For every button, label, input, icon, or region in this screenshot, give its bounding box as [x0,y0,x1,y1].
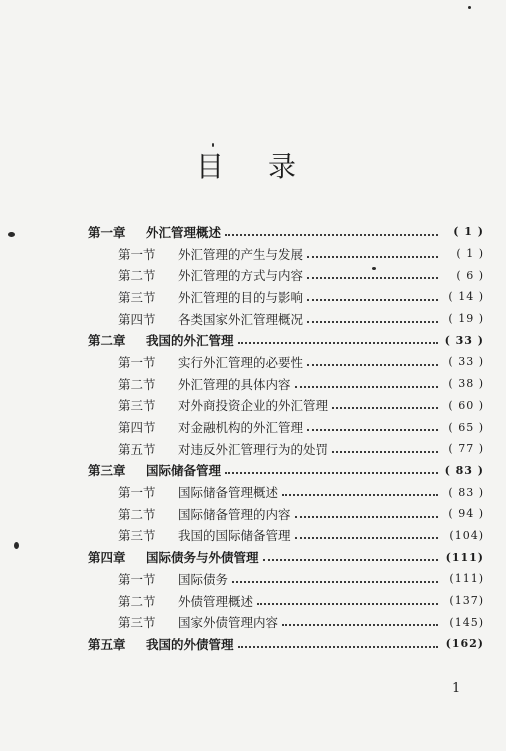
toc-title: 外汇管理的产生与发展 [178,246,304,262]
toc-chapter-row [88,329,484,351]
toc-chapter-row [88,221,484,243]
toc-label: 第一节 [118,485,156,501]
toc-page-number: ( 19 ) [448,312,484,326]
dot-leader [307,429,438,431]
dot-leader [295,537,438,539]
toc-section-row [88,611,484,633]
toc-title: 我国的外债管理 [146,636,234,652]
toc-title: 国际债务与外债管理 [146,550,259,566]
dot-leader [307,321,438,323]
toc-page-number: (111) [449,572,484,586]
toc-page-number: ( 83 ) [448,485,484,499]
toc-title: 我国的国际储备管理 [178,528,291,544]
dot-leader [225,472,438,474]
dot-leader [282,624,438,626]
toc-title: 国际债务 [178,571,229,587]
page-title: 目录 [195,149,340,183]
toc-section-row [88,481,484,503]
toc-chapter-row [88,546,484,568]
toc-section-row [88,568,484,590]
dot-leader [238,342,438,344]
toc-page-number: (111) [445,550,484,564]
dot-leader [332,451,438,453]
toc-page-number: ( 83 ) [444,463,484,477]
toc-page-number: (137) [449,594,484,608]
toc-label: 第一节 [118,571,156,587]
dot-leader [238,646,438,648]
toc-label: 第五章 [88,636,126,652]
dot-leader [307,364,438,366]
toc-label: 第三节 [118,615,156,631]
toc-section-row [88,438,484,460]
toc-section-row [88,525,484,547]
toc-page-number: ( 60 ) [448,398,484,412]
dot-leader [307,299,438,301]
toc-label: 第三节 [118,398,156,414]
toc-page-number: ( 33 ) [444,333,484,347]
toc-chapter-row [88,633,484,655]
dot-leader [225,234,438,236]
toc-title: 国际储备管理 [146,463,222,479]
dot-leader [295,386,438,388]
toc-section-row [88,416,484,438]
toc-page-number: ( 1 ) [456,247,484,261]
toc-page-number: (145) [449,615,484,629]
toc-page-number: ( 1 ) [453,225,484,239]
toc-title: 各类国家外汇管理概况 [178,311,304,327]
toc-label: 第二节 [118,506,156,522]
toc-label: 第三节 [118,289,156,305]
toc-label: 第三章 [88,463,126,479]
toc-page-number: (104) [449,528,484,542]
toc-title: 国际储备管理概述 [178,485,279,501]
toc-section-row [88,395,484,417]
toc-section-row [88,590,484,612]
toc-label: 第二章 [88,333,126,349]
toc-label: 第一章 [88,224,126,240]
toc-title: 外汇管理的目的与影响 [178,289,304,305]
toc-label: 第二节 [118,593,156,609]
toc-label: 第一节 [118,246,156,262]
toc-page-number: ( 94 ) [448,507,484,521]
toc-section-row [88,243,484,265]
toc-label: 第三节 [118,528,156,544]
dot-leader [263,559,438,561]
toc-label: 第一节 [118,354,156,370]
toc-label: 第四节 [118,311,156,327]
toc-page-number: ( 38 ) [448,377,484,391]
toc-section-row [88,373,484,395]
toc-section-row [88,286,484,308]
toc-page-number: ( 33 ) [448,355,484,369]
toc-page-number: ( 65 ) [448,420,484,434]
dot-leader [295,516,438,518]
toc-title: 对违反外汇管理行为的处罚 [178,441,329,457]
toc-title: 对金融机构的外汇管理 [178,420,304,436]
dot-leader [307,256,438,258]
scan-speck [212,143,214,147]
toc-label: 第五节 [118,441,156,457]
dot-leader [282,494,438,496]
toc-page-number: ( 77 ) [448,442,484,456]
scan-speck [8,232,15,237]
toc-section-row [88,264,484,286]
toc-section-row [88,308,484,330]
toc-title: 对外商投资企业的外汇管理 [178,398,329,414]
toc-section-row [88,351,484,373]
toc-title: 外汇管理的方式与内容 [178,268,304,284]
toc-title: 我国的外汇管理 [146,333,234,349]
toc-label: 第二节 [118,268,156,284]
toc-title: 外汇管理的具体内容 [178,376,291,392]
toc-label: 第四章 [88,550,126,566]
scan-speck [372,267,376,270]
toc-page-number: (162) [445,637,484,651]
toc-label: 第二节 [118,376,156,392]
dot-leader [307,277,438,279]
toc-section-row [88,503,484,525]
scan-speck [468,6,471,9]
page-number: 1 [452,681,461,696]
toc-label: 第四节 [118,420,156,436]
toc-title: 国际储备管理的内容 [178,506,291,522]
scan-speck [14,542,19,549]
toc-page-number: ( 14 ) [448,290,484,304]
dot-leader [232,581,438,583]
dot-leader [257,603,438,605]
toc-chapter-row [88,460,484,482]
table-of-contents [88,221,484,655]
toc-title: 实行外汇管理的必要性 [178,354,304,370]
toc-title: 外债管理概述 [178,593,254,609]
toc-title: 国家外债管理内容 [178,615,279,631]
toc-title: 外汇管理概述 [146,224,222,240]
toc-page-number: ( 6 ) [456,268,484,282]
dot-leader [332,407,438,409]
